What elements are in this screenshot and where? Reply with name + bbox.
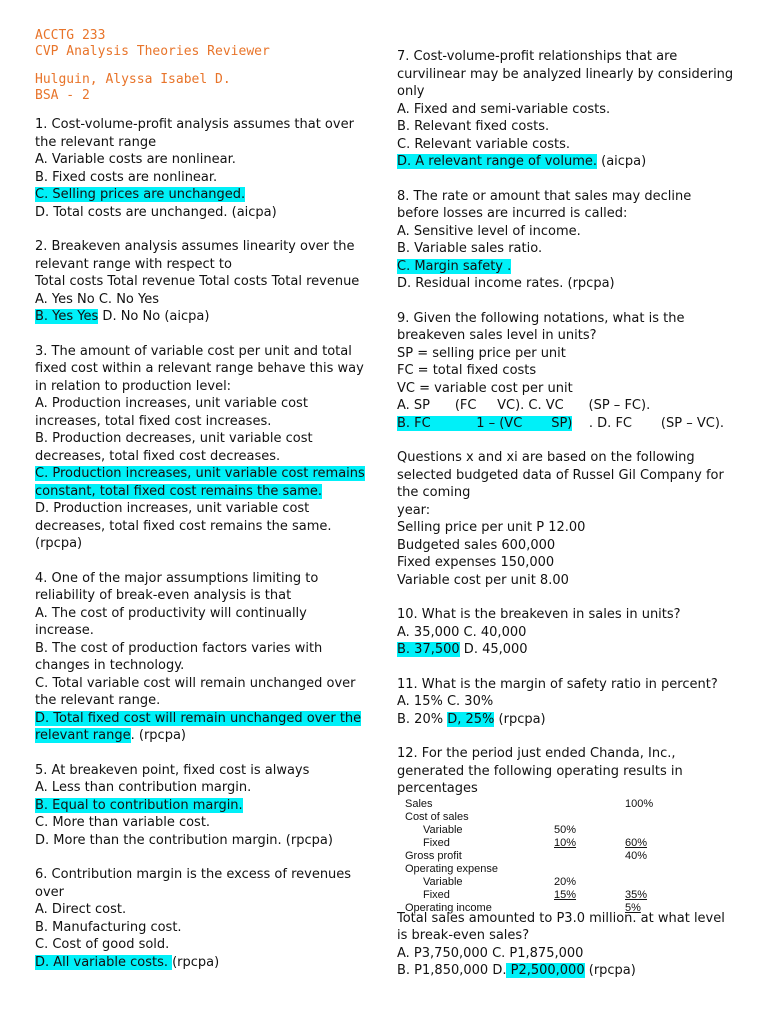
case-item: Fixed expenses 150,000 (397, 555, 555, 570)
choice-c: C. More than variable cost. (35, 815, 211, 830)
question-stem: 4. One of the major assumptions limiting to (35, 570, 319, 586)
question-stem: 11. What is the margin of safety ratio in percent? (397, 676, 718, 692)
question-3 (35, 343, 377, 553)
question-stem: before losses are incurred is called: (397, 206, 628, 221)
choice-a: increases, total fixed cost increases. (35, 413, 272, 429)
row-label: Cost of sales (405, 810, 469, 823)
choice-c: C. Cost of good sold. (35, 937, 170, 952)
choice-b-answer: B. Yes Yes (35, 309, 99, 324)
question-stem: 7. Cost-volume-profit relationships that are (397, 49, 678, 64)
row-label: Fixed (423, 836, 450, 849)
course-code: ACCTG 233 (35, 28, 106, 43)
row-value: 15% (554, 888, 577, 901)
question-stem: 5. At breakeven point, fixed cost is always (35, 762, 310, 778)
question-stem: in relation to production level: (35, 378, 232, 394)
choice-d-answer: D, 25% (447, 711, 495, 727)
question-6 (35, 866, 377, 971)
source-tag: (rpcpa) (494, 711, 546, 727)
choices-a-c: A. 15% C. 30% (397, 694, 494, 709)
row-value: 35% (625, 888, 648, 901)
choice-c: the relevant range. (35, 693, 161, 708)
choice-b: B. 20% (397, 711, 448, 727)
case-intro: year: (397, 502, 431, 518)
case-item: Selling price per unit P 12.00 (397, 520, 586, 535)
question-10 (397, 606, 739, 659)
question-stem: 12. For the period just ended Chanda, Inc., (397, 746, 676, 761)
question-1 (35, 116, 377, 221)
question-stem: percentages (397, 781, 478, 796)
document-title: CVP Analysis Theories Reviewer (35, 43, 270, 59)
choice-b: B. The cost of production factors varies with (35, 640, 323, 656)
question-stem: 1. Cost-volume-profit analysis assumes that over (35, 117, 354, 132)
choices-a-c: A. P3,750,000 C. P1,875,000 (397, 945, 584, 961)
row-value: 100% (625, 797, 654, 810)
question-stem: the relevant range (35, 134, 157, 150)
question-stem: over (35, 884, 64, 900)
question-text: is break-even sales? (397, 928, 530, 943)
choice-c: C. Total variable cost will remain unchanged over (35, 675, 356, 691)
choice-a: A. Less than contribution margin. (35, 780, 252, 795)
row-label: Gross profit (405, 849, 462, 862)
question-stem: curvilinear may be analyzed linearly by considering (397, 66, 734, 82)
choice-b-answer: B. 37,500 (397, 642, 460, 657)
choice-c: C. Relevant variable costs. (397, 136, 570, 152)
author-name: Hulguin, Alyssa Isabel D. (35, 72, 231, 87)
choice-b: decreases, total fixed cost decreases. (35, 448, 281, 464)
choice-d-answer: D. A relevant range of volume. (397, 154, 597, 169)
choice-a: A. The cost of productivity will continually (35, 605, 307, 621)
source-tag: (aicpa) (596, 154, 647, 169)
choice-c-answer: C. Margin safety . (397, 258, 512, 274)
question-stem: 2. Breakeven analysis assumes linearity over the (35, 239, 355, 254)
choice-d: decreases, total fixed cost remains the same. (35, 518, 332, 534)
question-stem: generated the following operating results in (397, 763, 683, 779)
question-4 (35, 570, 377, 745)
choices-a-c: A. Yes No C. No Yes (35, 291, 159, 307)
choice-d-answer: D. Total fixed cost will remain unchanged over the (35, 710, 362, 726)
choice-a: A. Sensitive level of income. (397, 223, 581, 239)
question-stem: only (397, 84, 425, 99)
choice-b: changes in technology. (35, 658, 185, 673)
choice-a: A. Direct cost. (35, 902, 127, 917)
choice-b-answer: B. FC 1 – (VC SP) (397, 415, 573, 431)
row-value: 40% (625, 849, 648, 862)
choice-d: D. No No (aicpa) (98, 309, 210, 324)
case-intro: Questions x and xi are based on the following (397, 450, 695, 465)
question-2 (35, 238, 377, 326)
choice-d: . D. FC (SP – VC). (572, 415, 725, 431)
question-5 (35, 762, 377, 850)
choice-b: B. P1,850,000 D. (397, 963, 507, 978)
choice-c-answer: constant, total fixed cost remains the same. (35, 483, 323, 499)
row-label: Operating income (405, 901, 492, 914)
choices-a-c: A. SP (FC VC). C. VC (SP – FC). (397, 398, 651, 413)
question-stem: reliability of break-even analysis is that (35, 588, 292, 603)
choice-a: A. Variable costs are nonlinear. (35, 152, 236, 167)
case-item: Budgeted sales 600,000 (397, 537, 556, 553)
choice-d-answer: relevant range (35, 728, 131, 743)
row-value: 20% (554, 875, 577, 888)
row-label: Variable (423, 875, 463, 888)
question-text: Total sales amounted to P3.0 million. at what level (397, 910, 725, 926)
source-tag: (rpcpa) (584, 963, 636, 978)
case-item: Variable cost per unit 8.00 (397, 572, 569, 588)
choice-c-answer: C. Production increases, unit variable cost remains (35, 466, 365, 481)
choice-d: D. 45,000 (459, 642, 528, 657)
row-label: Sales (405, 797, 433, 810)
case-intro: the coming (397, 485, 471, 500)
left-column (35, 28, 377, 988)
choice-d: D. More than the contribution margin. (rpcpa) (35, 832, 333, 848)
question-stem: 9. Given the following notations, what is the (397, 310, 685, 326)
choice-b-answer: B. Equal to contribution margin. (35, 797, 243, 813)
question-stem: 10. What is the breakeven in sales in units? (397, 607, 681, 622)
question-stem: breakeven sales level in units? (397, 328, 597, 343)
notation: SP = selling price per unit (397, 345, 566, 361)
choice-b: B. Fixed costs are nonlinear. (35, 169, 218, 185)
case-data (397, 449, 739, 589)
source-tag: (rpcpa) (172, 954, 220, 970)
question-stem: Total costs Total revenue Total costs Total revenue (35, 274, 360, 289)
notation: VC = variable cost per unit (397, 380, 573, 396)
choice-c-answer: C. Selling prices are unchanged. (35, 187, 246, 202)
question-stem: 3. The amount of variable cost per unit and total (35, 343, 352, 359)
source-tag: . (rpcpa) (130, 728, 186, 743)
row-label: Fixed (423, 888, 450, 901)
choice-d: (rpcpa) (35, 536, 83, 551)
choices-a-c: A. 35,000 C. 40,000 (397, 624, 527, 640)
question-stem: 8. The rate or amount that sales may decline (397, 188, 692, 204)
choice-a: A. Fixed and semi-variable costs. (397, 101, 611, 117)
choice-d-answer: P2,500,000 (506, 963, 585, 978)
row-value: 60% (625, 836, 648, 849)
question-stem: relevant range with respect to (35, 256, 232, 272)
row-value: 5% (625, 901, 641, 914)
choice-d: D. Residual income rates. (rpcpa) (397, 276, 615, 291)
question-12 (397, 745, 739, 980)
choice-d: D. Production increases, unit variable cost (35, 501, 310, 516)
question-7 (397, 48, 739, 171)
choice-b: B. Production decreases, unit variable cost (35, 431, 313, 446)
choice-b: B. Variable sales ratio. (397, 241, 543, 256)
row-label: Variable (423, 823, 463, 836)
row-value: 10% (554, 836, 577, 849)
row-label: Operating expense (405, 862, 498, 875)
notation: FC = total fixed costs (397, 363, 537, 378)
right-column (397, 48, 739, 980)
case-intro: selected budgeted data of Russel Gil Company for (397, 467, 724, 483)
choice-b: B. Relevant fixed costs. (397, 119, 550, 134)
choice-d-answer: D. All variable costs. (35, 954, 173, 970)
choice-a: increase. (35, 623, 94, 638)
author-section: BSA - 2 (35, 87, 90, 103)
question-9 (397, 310, 739, 433)
question-stem: fixed cost within a relevant range behave this way (35, 361, 364, 376)
choice-a: A. Production increases, unit variable cost (35, 396, 308, 411)
choice-d: D. Total costs are unchanged. (aicpa) (35, 204, 277, 220)
income-statement-table (403, 797, 673, 914)
row-value: 50% (554, 823, 577, 836)
question-8 (397, 188, 739, 293)
question-11 (397, 676, 739, 729)
question-stem: 6. Contribution margin is the excess of revenues (35, 867, 352, 882)
choice-b: B. Manufacturing cost. (35, 919, 182, 935)
